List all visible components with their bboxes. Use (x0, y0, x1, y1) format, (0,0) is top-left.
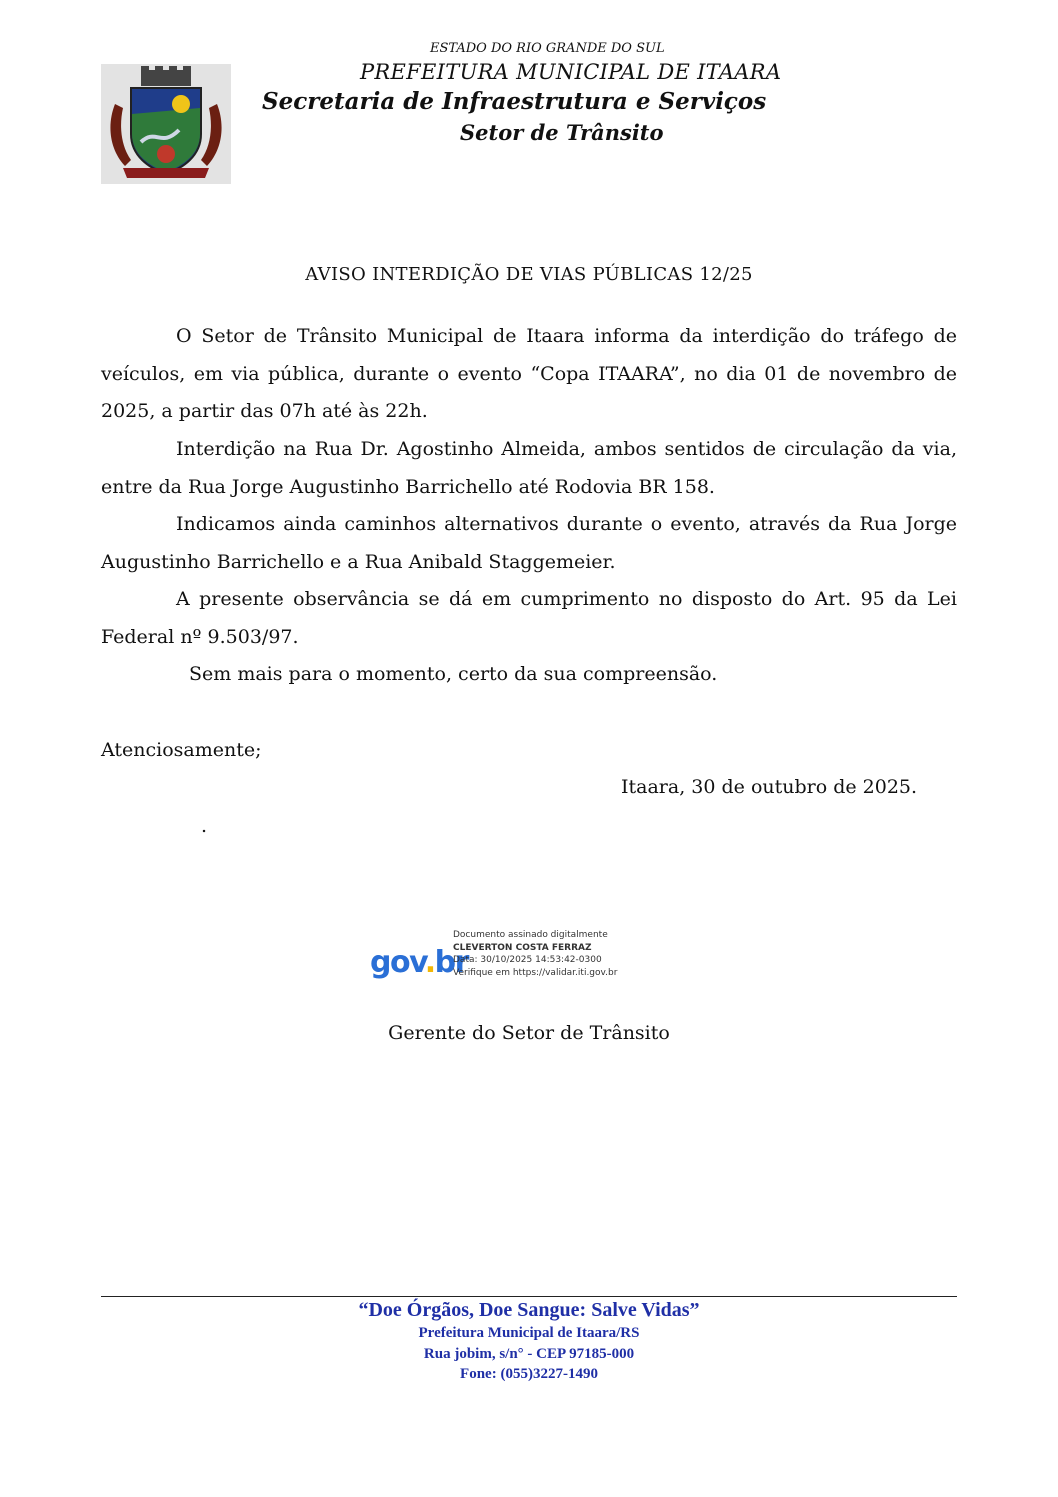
footer-org: Prefeitura Municipal de Itaara/RS (418, 1325, 640, 1341)
footer-address: Rua jobim, s/n° - CEP 97185-000 (423, 1346, 635, 1362)
gov-br-logo-br: br (434, 945, 468, 980)
municipal-coat-of-arms-icon (101, 64, 231, 184)
header-prefecture: PREFEITURA MUNICIPAL DE ITAARA (360, 60, 782, 84)
paragraph-4: A presente observância se dá em cumprimento no disposto do Art. 95 da Lei Federal nº 9.503/97. (101, 588, 957, 648)
signature-verify: Verifique em https://validar.iti.gov.br (453, 967, 618, 978)
paragraph-1: O Setor de Trânsito Municipal de Itaara informa da interdição do tráfego de veículos, em via pública, durante o evento “Copa ITAARA”, no dia 01 de novembro de 2025, a partir das 07h até às 22h. (101, 325, 957, 422)
digital-signature-block (453, 929, 617, 979)
document-title: AVISO INTERDIÇÃO DE VIAS PÚBLICAS 12/25 (305, 264, 753, 285)
stray-mark: . (201, 815, 208, 837)
paragraph-5: Sem mais para o momento, certo da sua compreensão. (189, 663, 718, 685)
paragraph-2: Interdição na Rua Dr. Agostinho Almeida, ambos sentidos de circulação da via, entre da Rua Jorge Augustinho Barrichello até Rodovia BR 158. (101, 438, 957, 498)
signer-name: CLEVERTON COSTA FERRAZ (453, 942, 592, 953)
footer-phone: Fone: (055)3227-1490 (460, 1366, 598, 1382)
signature-line-1: Documento assinado digitalmente (453, 930, 608, 940)
footer-slogan: “Doe Órgãos, Doe Sangue: Salve Vidas” (358, 1299, 700, 1321)
signature-date: Data: 30/10/2025 14:53:42-0300 (453, 955, 602, 965)
gov-br-logo-gov: gov (370, 945, 425, 980)
header-sector: Setor de Trânsito (460, 120, 664, 145)
header-state: ESTADO DO RIO GRANDE DO SUL (430, 41, 665, 56)
greeting: Atenciosamente; (101, 739, 262, 761)
gov-br-logo-dot: . (424, 945, 435, 980)
place-date: Itaara, 30 de outubro de 2025. (621, 776, 918, 798)
footer-divider (101, 1296, 957, 1297)
signer-role: Gerente do Setor de Trânsito (388, 1022, 670, 1044)
paragraph-3: Indicamos ainda caminhos alternativos durante o evento, através da Rua Jorge Augustinho Barrichello e a Rua Anibald Staggemeier. (101, 513, 957, 573)
header-secretariat: Secretaria de Infraestrutura e Serviços (262, 88, 767, 115)
